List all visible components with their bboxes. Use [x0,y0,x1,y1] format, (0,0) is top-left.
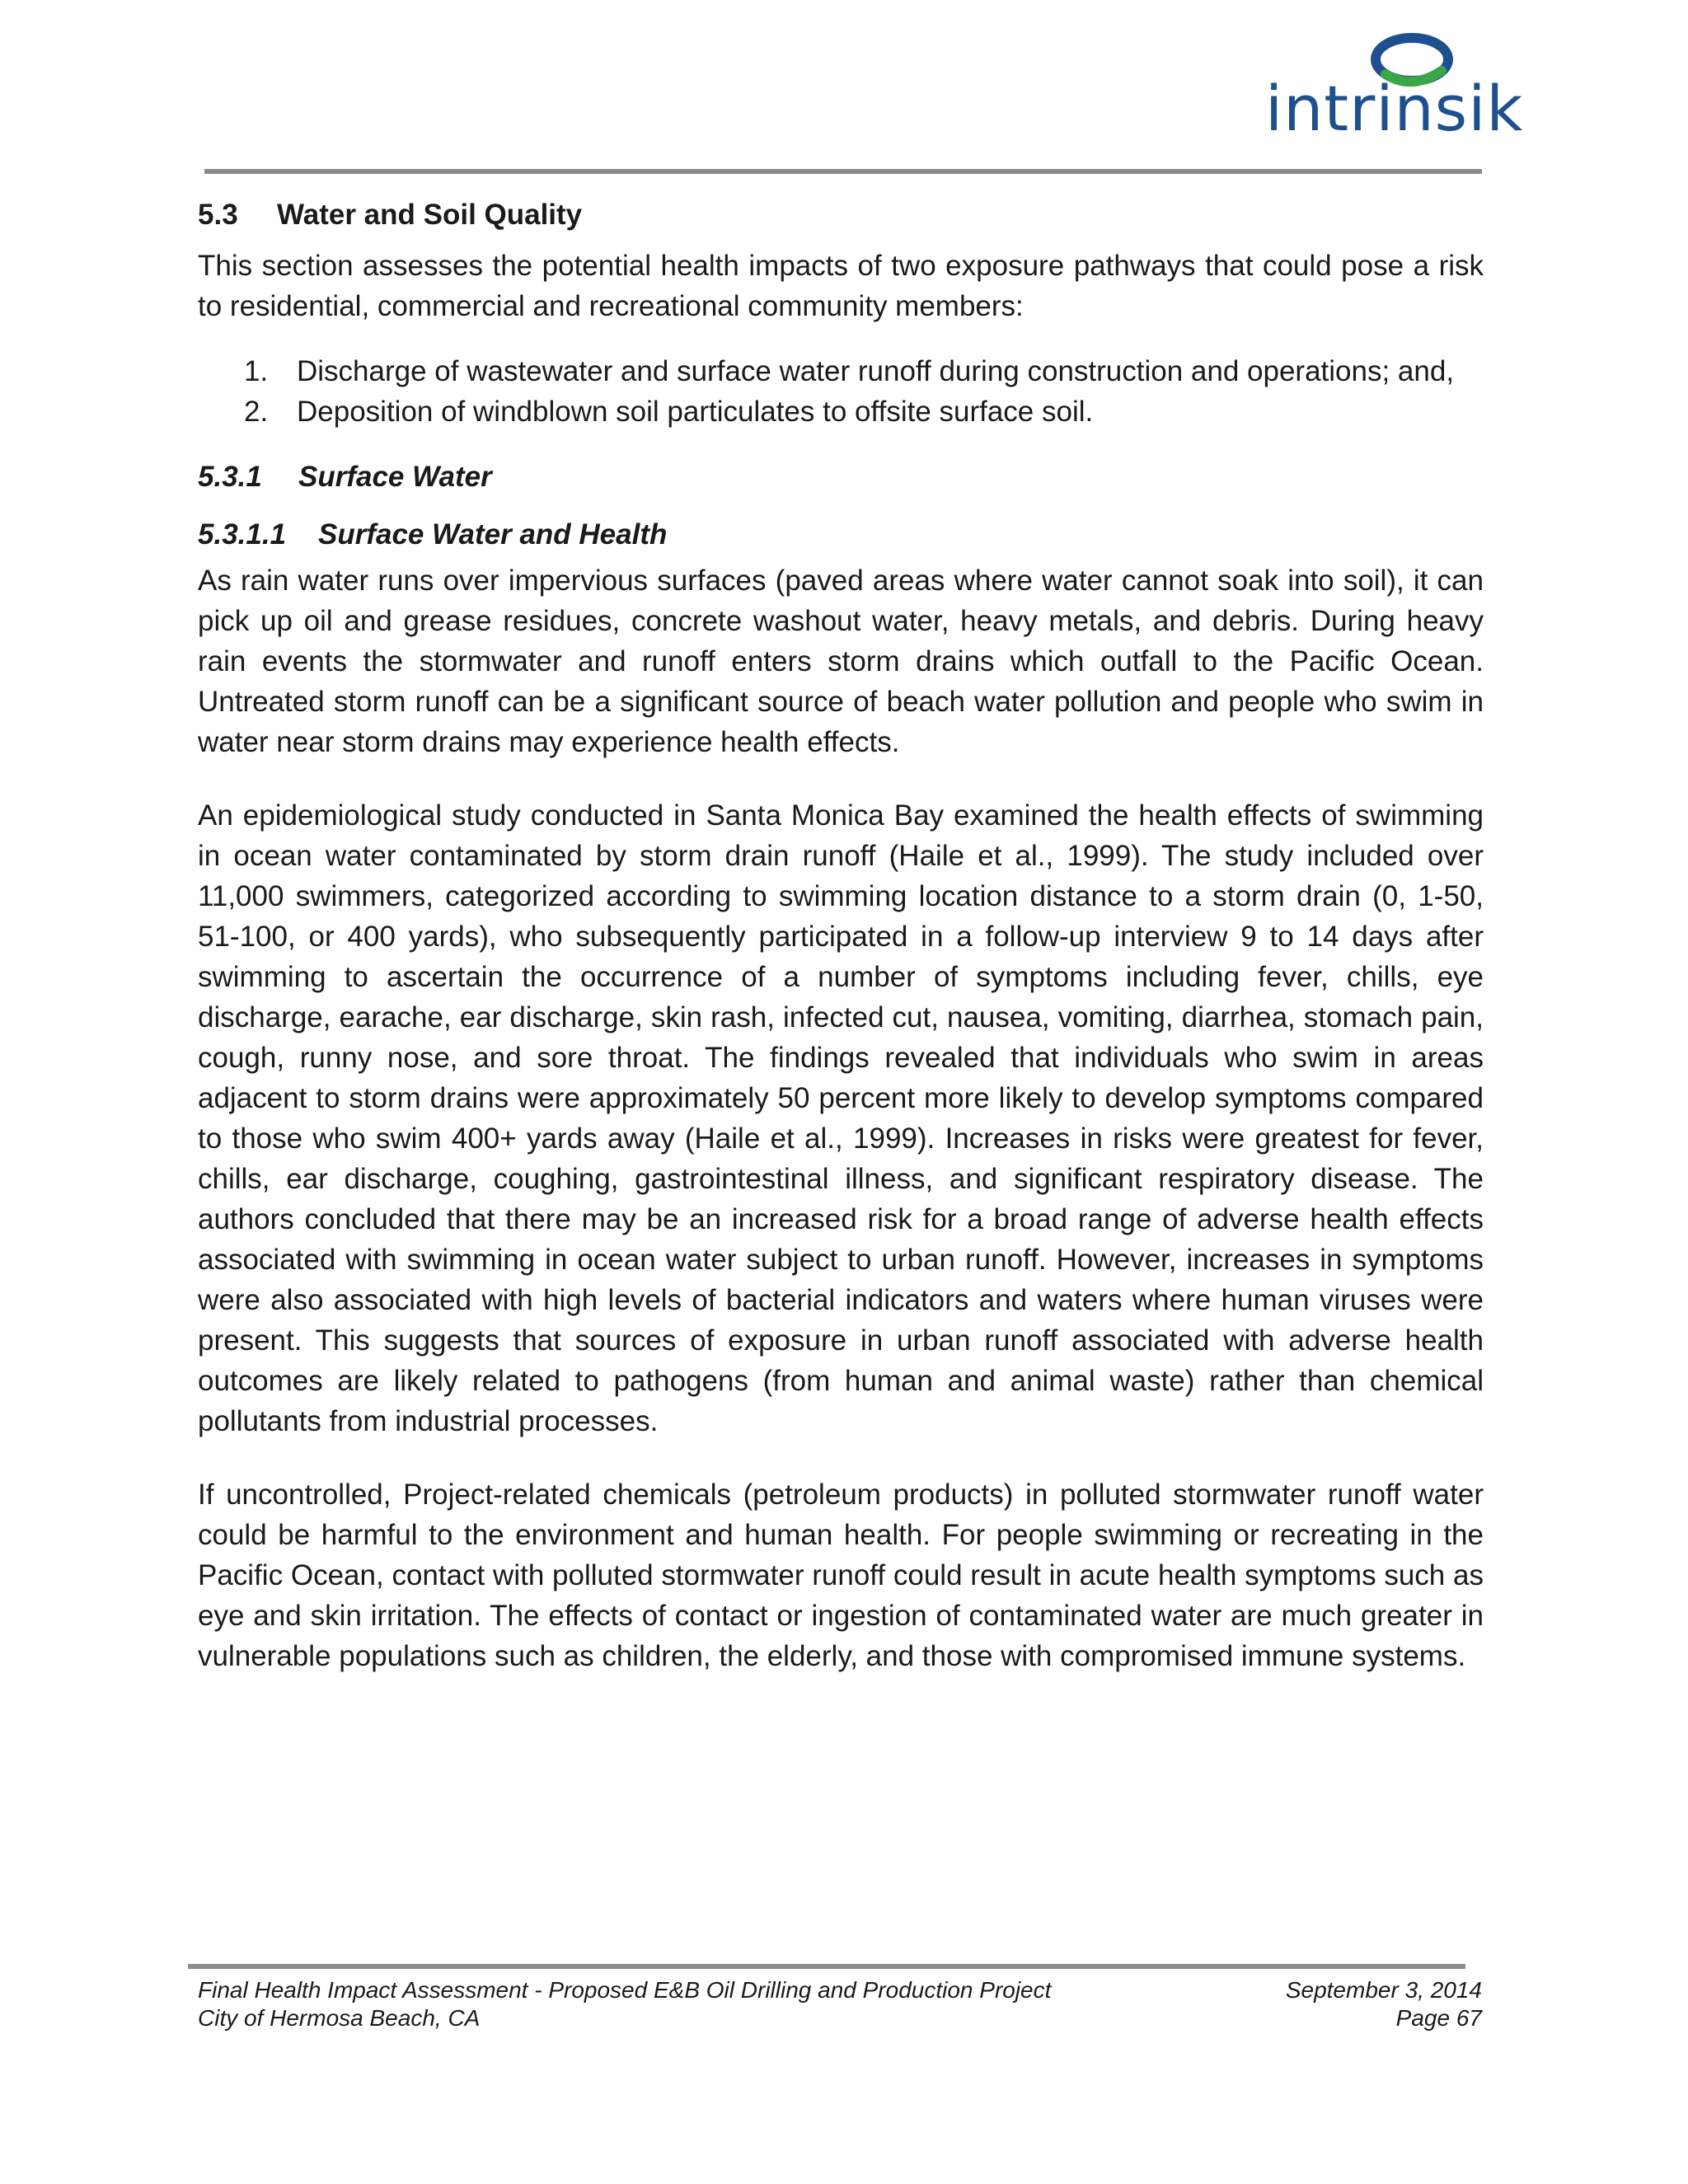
section-intro: This section assesses the potential health impacts of two exposure pathways that could pose a risk to residential, commercial and recreational community members: [198,250,1484,322]
subsection-number: 5.3.1 [198,461,262,493]
footer-page-number: Page 67 [1395,2005,1482,2031]
section-title: Water and Soil Quality [277,199,583,231]
intrinsik-logo [1265,31,1524,147]
footer-rule [188,1964,1465,1969]
list-item [198,351,1484,391]
page-footer [198,1976,1482,2032]
footer-date: September 3, 2014 [1285,1977,1482,2003]
subsubsection-number: 5.3.1.1 [198,518,287,551]
list-item [198,391,1484,432]
paragraph-project-chemicals: If uncontrolled, Project-related chemicals (petroleum products) in polluted stormwater runoff water could be harmful to the environment and human health. For people swimming or recreating in the Pacific Ocean, contact with polluted stormwater runoff could result in acute health symptoms such as eye and skin irritation. The effects of contact or ingestion of contaminated water are much greater in vulnerable populations such as children, the elderly, and those with compromised immune systems. [198,1479,1484,1672]
section-heading [198,194,1484,236]
paragraph-runoff: As rain water runs over impervious surfaces (paved areas where water cannot soak into soil), it can pick up oil and grease residues, concrete washout water, heavy metals, and debris. During heavy rain events the stormwater and runoff enters storm drains which outfall to the Pacific Ocean. Untreated storm runoff can be a significant source of beach water pollution and people who swim in water near storm drains may experience health effects. [198,565,1484,758]
header-rule [204,169,1482,174]
footer-document-title: Final Health Impact Assessment - Proposed E&B Oil Drilling and Production Project [198,1977,1052,2003]
exposure-pathway-list [198,351,1484,432]
subsection-heading [198,457,1484,498]
section-number: 5.3 [198,199,238,231]
list-item-text: Deposition of windblown soil particulates to offsite surface soil. [297,396,1094,428]
document-body [198,194,1484,1709]
list-marker: 1. [244,355,269,387]
list-marker: 2. [244,396,269,428]
paragraph-epidemiology: An epidemiological study conducted in Santa Monica Bay examined the health effects of swimming in ocean water contaminated by storm drain runoff (Haile et al., 1999). The study included over 11,000 swimmers, categorized according to swimming location distance to a storm drain (0, 1-50, 51-100, or 400 yards), who subsequently participated in a follow-up interview 9 to 14 days after swimming to ascertain the occurrence of a number of symptoms including fever, chills, eye discharge, earache, ear discharge, skin rash, infected cut, nausea, vomiting, diarrhea, stomach pain, cough, runny nose, and sore throat. The findings revealed that individuals who swim in areas adjacent to storm drains were approximately 50 percent more likely to develop symptoms compared to those who swim 400+ yards away (Haile et al., 1999). Increases in risks were greatest for fever, chills, ear discharge, coughing, gastrointestinal illness, and significant respiratory disease. The authors concluded that there may be an increased risk for a broad range of adverse health effects associated with swimming in ocean water subject to urban runoff. However, increases in symptoms were also associated with high levels of bacterial indicators and waters where human viruses were present. This suggests that sources of exposure in urban runoff associated with adverse health outcomes are likely related to pathogens (from human and animal waste) rather than chemical pollutants from industrial processes. [198,799,1484,1437]
subsubsection-heading [198,514,1484,555]
logo-wordmark: intrinsik [1265,72,1524,145]
list-item-text: Discharge of wastewater and surface water runoff during construction and operations; and, [297,355,1455,387]
subsection-title: Surface Water [298,461,492,493]
footer-city: City of Hermosa Beach, CA [198,2005,481,2031]
subsubsection-title: Surface Water and Health [318,518,668,551]
